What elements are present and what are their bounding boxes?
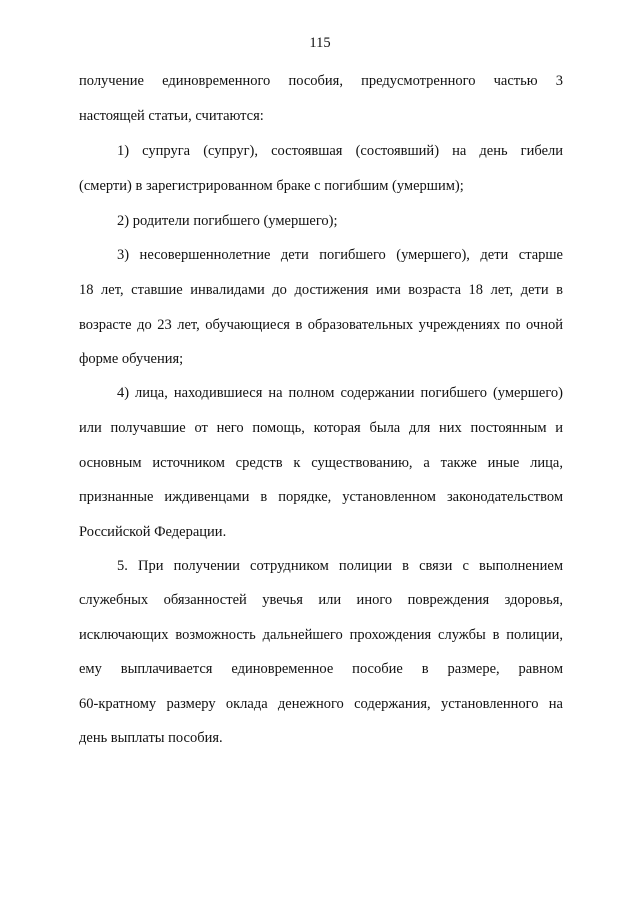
text-line: 18 лет, ставшие инвалидами до достижения ими возраста 18 лет, дети в: [79, 282, 563, 298]
page-number: 115: [309, 35, 331, 51]
text-line: 2) родители погибшего (умершего);: [117, 213, 338, 229]
text-line: ему выплачивается единовременное пособие в размере, равном: [79, 661, 563, 677]
text-line: основным источником средств к существованию, а также иные лица,: [79, 455, 563, 471]
text-line: 5. При получении сотрудником полиции в связи с выполнением: [117, 558, 563, 574]
text-line: возрасте до 23 лет, обучающиеся в образовательных учреждениях по очной: [79, 317, 563, 333]
text-line: день выплаты пособия.: [79, 730, 223, 746]
text-line: получение единовременного пособия, предусмотренного частью 3: [79, 73, 563, 89]
text-line: 60-кратному размеру оклада денежного содержания, установленного на: [79, 696, 563, 712]
text-line: признанные иждивенцами в порядке, установленном законодательством: [79, 489, 563, 505]
text-line: 1) супруга (супруг), состоявшая (состоявший) на день гибели: [117, 143, 563, 159]
text-line: (смерти) в зарегистрированном браке с погибшим (умершим);: [79, 178, 464, 194]
text-line: 4) лица, находившиеся на полном содержании погибшего (умершего): [117, 385, 563, 401]
text-line: исключающих возможность дальнейшего прохождения службы в полиции,: [79, 627, 563, 643]
text-line: Российской Федерации.: [79, 524, 227, 540]
text-line: 3) несовершеннолетние дети погибшего (умершего), дети старше: [117, 247, 563, 263]
text-line: или получавшие от него помощь, которая была для них постоянным и: [79, 420, 563, 436]
text-line: служебных обязанностей увечья или иного повреждения здоровья,: [79, 592, 563, 608]
text-line: форме обучения;: [79, 351, 184, 367]
text-line: настоящей статьи, считаются:: [79, 108, 264, 124]
